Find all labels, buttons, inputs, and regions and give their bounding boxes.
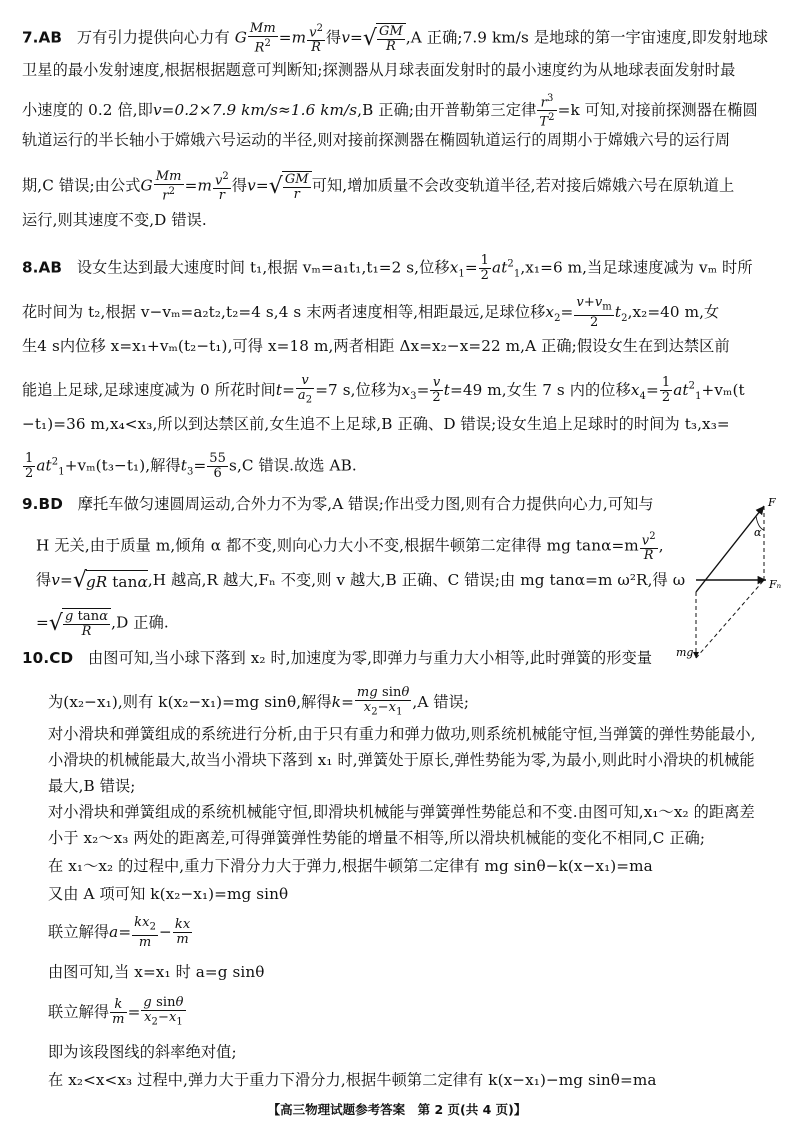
q8-line-5: −t₁)=36 m,x₄<x₃,所以到达禁区前,女生追不上足球,B 正确、D 错误;设女生追上足球时的时间为 t₃,x₃= xyxy=(22,415,730,433)
formula-sqrt-GM-R: √ $\frac{GM}{R}$ xyxy=(363,23,406,54)
q10-line-12: 联立解得 $\frac{k}{m}$ = $\frac{\text{g sinθ}}{x_2-x_1}$ xyxy=(48,995,184,1028)
q9-line-4: =√ $\frac{\text{g tanα}}{R}$ ,D 正确. xyxy=(36,609,169,639)
formula-sqrt-gRtan: √gR tanα xyxy=(72,568,148,593)
q9-line-1: 9.BD 摩托车做匀速圆周运动,合外力不为零,A 错误;作出受力图,则有合力提供向心力,可知与 xyxy=(22,495,654,513)
formula-v2-r: $\frac{v^2}{r}$ xyxy=(214,171,229,204)
support-force-arrow xyxy=(696,506,764,592)
formula-Mm-r2: $\frac{Mm}{r^2}$ xyxy=(155,169,182,204)
q8-line-4: 能追上足球,足球速度减为 0 所花时间t= $\frac{v}{a_2}$ =7 s,位移为$x_3=$ $\frac{v}{2}$ t=49 m,女生 7 s 内的位移$x_4=$ $\frac{1}{2}$ $at^2_1+v_m(t$ xyxy=(22,373,745,406)
q10-line-7: 小于 x₂～x₃ 两处的距离差,可得弹簧弹性势能的增量不相等,所以滑块机械能的变化不相同,C 正确; xyxy=(48,829,706,847)
q10-line-1: 10.CD 由图可知,当小球下落到 x₂ 时,加速度为零,即弹力与重力大小相等,此时弹簧的形变量 xyxy=(22,649,653,667)
formula-kx-over-m: $\frac{kx}{m}$ xyxy=(174,917,191,948)
label-F: F xyxy=(768,496,776,509)
q10-answer: CD xyxy=(49,649,74,667)
q10-line-11: 由图可知,当 x=x₁ 时 a=g sinθ xyxy=(48,963,265,981)
q7-line-1: 7.AB 万有引力提供向心力有 G $\frac{Mm}{R^2}$ =m $\frac{v^2}{R}$ 得v=√ $\frac{GM}{R}$ ,A 正确;7.9 km/s 是地球的第一宇宙速度,即发射地球 xyxy=(22,21,769,56)
q8-line-6: $\frac{1}{2}$ $at^2_1+v_m(t_3-t_1)$,解得$t_3=$ $\frac{55}{6}$ s,C 错误.故选 AB. xyxy=(25,451,357,481)
formula-Mm-R2: $\frac{Mm}{R^2}$ xyxy=(249,21,276,56)
q9-answer: BD xyxy=(38,495,63,513)
q7-answer: AB xyxy=(38,28,63,47)
q7-line-2: 卫星的最小发射速度,根据根据题意可判断知;探测器从月球表面发射时的最小速度约为从地球表面发射时最 xyxy=(22,61,736,79)
q10-number: 10. xyxy=(22,649,50,667)
q8-line-3: 生4 s内位移 x=x₁+vₘ(t₂−t₁),可得 x=18 m,两者相距 Δx=x₂−x=22 m,A 正确;假设女生在到达禁区前 xyxy=(22,337,730,355)
q8-number: 8. xyxy=(22,258,39,277)
diagonal-dashed-line xyxy=(696,580,764,658)
q7-number: 7. xyxy=(22,28,39,47)
formula-kx2-over-m: $\frac{kx_2}{m}$ xyxy=(134,915,157,950)
q9-line-3: 得v=√gR tanα,H 越高,R 越大,Fₙ 不变,则 v 越大,B 正确、C 错误;由 mg tanα=m ω²R,得 ω xyxy=(36,568,686,593)
formula-v2-over-R: $\frac{v^2}{R}$ xyxy=(641,531,656,564)
q10-line-3: 对小滑块和弹簧组成的系统进行分析,由于只有重力和弹力做功,则系统机械能守恒,当弹簧的弹性势能最小, xyxy=(48,725,756,743)
formula-sqrt-gtan-over-R: √ $\frac{\text{g tanα}}{R}$ xyxy=(49,608,111,639)
q10-line-8: 在 x₁～x₂ 的过程中,重力下滑分力大于弹力,根据牛顿第二定律有 mg sinθ−k(x−x₁)=ma xyxy=(48,857,653,875)
q10-line-10: 联立解得a= $\frac{kx_2}{m}$ − $\frac{kx}{m}$ xyxy=(48,915,191,950)
formula-v-over-2: $\frac{v}{2}$ xyxy=(432,375,441,406)
formula-k-over-m: $\frac{k}{m}$ xyxy=(112,997,125,1028)
label-Fn: Fₙ xyxy=(769,578,782,591)
q10-line-9: 又由 A 项可知 k(x₂−x₁)=mg sinθ xyxy=(48,885,289,903)
formula-gsin-over-dx: $\frac{\text{g sinθ}}{x_2-x_1}$ xyxy=(143,995,184,1028)
formula-r3-T2: $\frac{r^3}{T^2}$ xyxy=(539,93,555,130)
q10-line-5: 最大,B 错误; xyxy=(48,777,136,795)
q10-line-2: 为(x₂−x₁),则有 k(x₂−x₁)=mg sinθ,解得k= $\frac{\text{mg sinθ}}{x_2-x_1}$ ,A 错误; xyxy=(48,685,470,718)
formula-half-3: $\frac{1}{2}$ xyxy=(25,451,34,481)
q8-answer: AB xyxy=(38,258,63,277)
formula-half-2: $\frac{1}{2}$ xyxy=(661,375,671,406)
page-footer: 【高三物理试题参考答案 第 2 页(共 4 页)】 xyxy=(267,1102,527,1117)
formula-v2-R: $\frac{v^2}{R}$ xyxy=(309,23,324,56)
q8-line-1: 8.AB 设女生达到最大速度时间 t₁,根据 vₘ=a₁t₁,t₁=2 s,位移$x_1=$ $\frac{1}{2}$ $at^2_1,x_1=6$ m,当足球速度减为 vₘ 时所 xyxy=(22,253,753,283)
q10-line-4: 小滑块的机械能最大,故当小滑块下落到 x₁ 时,弹簧处于原长,弹性势能为零,为最小,则此时小滑块的机械能 xyxy=(48,751,755,769)
formula-v-plus-vm-over-2: $\frac{v+v_m}{2}$ xyxy=(576,295,612,330)
q10-line-13: 即为该段图线的斜率绝对值; xyxy=(48,1043,237,1061)
label-mg: mg xyxy=(676,646,694,659)
label-alpha: α xyxy=(754,526,762,539)
formula-55-over-6: $\frac{55}{6}$ xyxy=(209,451,227,481)
q7-line-6: 运行,则其速度不变,D 错误. xyxy=(22,211,207,229)
q10-line-14: 在 x₂<x<x₃ 过程中,弹力大于重力下滑分力,根据牛顿第二定律有 k(x−x₁)−mg sinθ=ma xyxy=(48,1071,657,1089)
force-diagram xyxy=(676,492,786,664)
formula-k-result: $\frac{\text{mg sinθ}}{x_2-x_1}$ xyxy=(356,685,410,718)
q7-line-3: 小速度的 0.2 倍,即v=0.2×7.9 km/s≈1.6 km/s,B 正确;由开普勒第三定律 $\frac{r^3}{T^2}$ =k 可知,对接前探测器在椭圆 xyxy=(22,93,758,130)
q7-line-5: 期,C 错误;由公式G $\frac{Mm}{r^2}$ =m $\frac{v^2}{r}$ 得v=√ $\frac{GM}{r}$ 可知,增加质量不会改变轨道半径,若对接后嫦娥六号在原轨道上 xyxy=(22,169,735,204)
formula-half-1: $\frac{1}{2}$ xyxy=(480,253,490,283)
q7-line-4: 轨道运行的半长轴小于嫦娥六号运动的半径,则对接前探测器在椭圆轨道运行的周期小于嫦娥六号的运行周 xyxy=(22,131,731,149)
q10-line-6: 对小滑块和弹簧组成的系统机械能守恒,即滑块机械能与弹簧弹性势能总和不变.由图可知,x₁～x₂ 的距离差 xyxy=(48,803,755,821)
q9-number: 9. xyxy=(22,495,39,513)
formula-v-over-a2: $\frac{v}{a_2}$ xyxy=(297,373,313,406)
formula-sqrt-GM-r: √ $\frac{GM}{r}$ xyxy=(269,171,312,202)
q9-line-2: H 无关,由于质量 m,倾角 α 都不变,则向心力大小不变,根据牛顿第二定律得 mg tanα=m $\frac{v^2}{R}$ , xyxy=(36,531,664,564)
q8-line-2: 花时间为 t₂,根据 v−vₘ=a₂t₂,t₂=4 s,4 s 末两者速度相等,相距最远,足球位移$x_2=$ $\frac{v+v_m}{2}$ $t_2,x_2=40$ m,女 xyxy=(22,295,720,330)
